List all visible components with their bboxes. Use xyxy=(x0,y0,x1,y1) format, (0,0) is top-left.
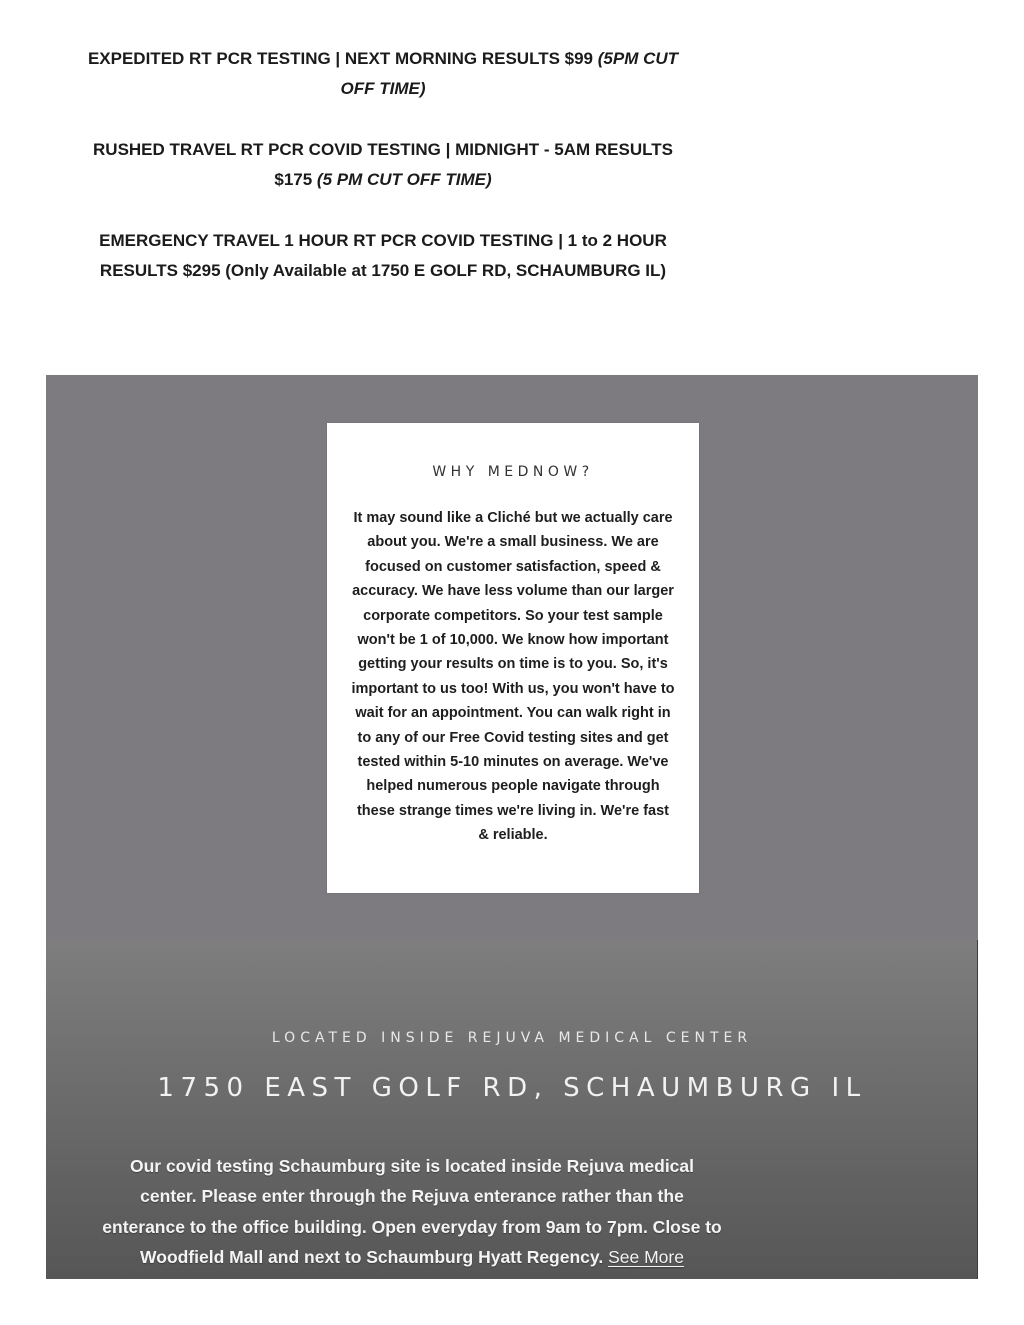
why-section xyxy=(46,375,978,940)
see-more-link[interactable]: See More xyxy=(608,1246,684,1267)
why-title: WHY MEDNOW? xyxy=(432,464,594,480)
pricing-item-text: EMERGENCY TRAVEL 1 HOUR RT PCR COVID TESTING | 1 to 2 HOUR RESULTS $295 (Only Available at 1750 E GOLF RD, SCHAUMBURG IL) xyxy=(99,231,667,280)
location-description xyxy=(102,1151,722,1272)
pricing-item-text: RUSHED TRAVEL RT PCR COVID TESTING | MIDNIGHT - 5AM RESULTS $175 xyxy=(93,140,673,189)
pricing-item-rushed xyxy=(72,135,694,195)
pricing-item-note: (5 PM CUT OFF TIME) xyxy=(316,170,492,189)
location-description-text: Our covid testing Schaumburg site is located inside Rejuva medical center. Please enter through the Rejuva enterance rather than the enterance to the office building. Open everyday from 9am to 7pm. Close to Woodfield Mall and next to Schaumburg Hyatt Regency. xyxy=(102,1156,722,1267)
location-title: 1750 EAST GOLF RD, SCHAUMBURG IL xyxy=(157,1073,867,1103)
location-section xyxy=(46,940,978,1279)
location-subtitle: LOCATED INSIDE REJUVA MEDICAL CENTER xyxy=(271,1030,753,1046)
pricing-item-expedited xyxy=(72,44,694,104)
why-card xyxy=(327,423,699,893)
pricing-item-text: EXPEDITED RT PCR TESTING | NEXT MORNING RESULTS $99 xyxy=(87,49,594,68)
pricing-list xyxy=(72,44,694,317)
pricing-item-note: (5PM CUT OFF TIME) xyxy=(340,49,679,98)
why-body: It may sound like a Cliché but we actually care about you. We're a small business. We are focused on customer satisfaction, speed & accuracy. We have less volume than our larger corporate competitors. So your test sample won't be 1 of 10,000. We know how important getting your results on time is to you. So, it's important to us too! With us, you won't have to wait for an appointment. You can walk right in to any of our Free Covid testing sites and get tested within 5-10 minutes on average. We've helped numerous people navigate through these strange times we're living in. We're fast & reliable. xyxy=(351,510,675,844)
pricing-item-emergency xyxy=(72,226,694,286)
